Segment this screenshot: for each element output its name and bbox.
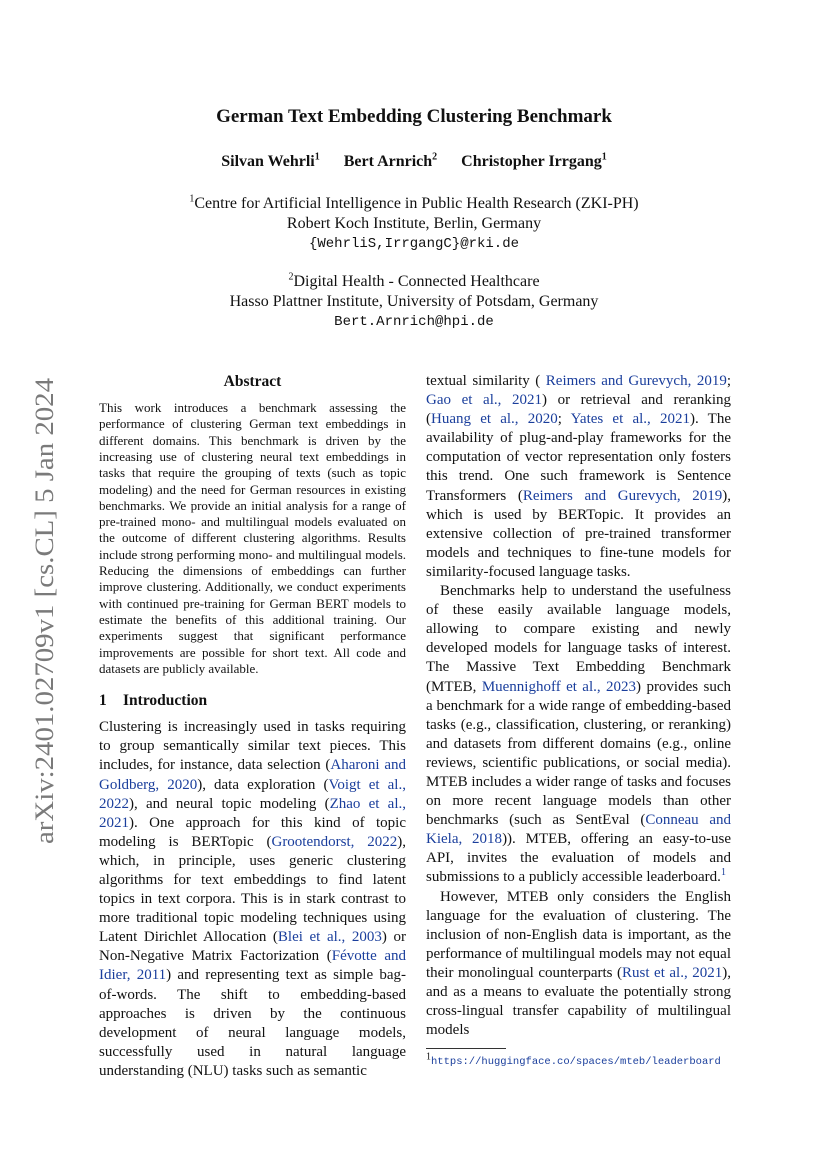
- affiliation-2-line2: Hasso Plattner Institute, University of Potsdam, Germany: [229, 293, 599, 310]
- citation-link[interactable]: Aharoni and Goldberg, 2020: [99, 757, 406, 793]
- author-1-affiliation-mark: 1: [314, 151, 320, 163]
- citation-link[interactable]: Gao et al., 2021: [426, 392, 542, 409]
- affiliation-2-mark: 2: [288, 271, 294, 283]
- citation-link[interactable]: Voigt et al., 2022: [99, 776, 406, 812]
- affiliation-1-mark: 1: [189, 193, 195, 205]
- author-2: Bert Arnrich$^2$: [343, 151, 438, 170]
- author-1: Silvan Wehrli$^1$: [221, 151, 320, 170]
- abstract-heading: Abstract: [223, 373, 282, 390]
- arxiv-stamp-text: arXiv:2401.02709v1 [cs.CL] 5 Jan 2024: [30, 423, 59, 844]
- citation-link[interactable]: Muennighoff et al., 2023: [481, 678, 637, 695]
- intro-paragraph-2: Benchmarks help to understand the usefulness of these easily available language models, allowing to compare existing and newly developed models for language tasks of interest. The Massive Text Embedding Benchmark (MTEB, Muennighoff et al., 2023) provides such a benchmark for a wide range of embedding-based tasks (e.g., classification, clustering, or reranking) and datasets from different domains (e.g., online reviews, scientific publications, or social media). MTEB includes a wider range of tasks and focuses on more recent language models than other benchmarks (such as SentEval (Conneau and Kiela, 2018)). MTEB, offering an easy-to-use API, invites the evaluation of models and submissions to a publicly accessible leaderboard.$^1$: [426, 583, 732, 886]
- affiliation-2: [0, 272, 828, 332]
- citation-link[interactable]: Févotte and Idier, 2011: [99, 948, 406, 984]
- right-column: [426, 372, 731, 1070]
- citation-link[interactable]: Rust et al., 2021: [622, 964, 723, 981]
- section-heading-introduction: [99, 691, 406, 710]
- affiliation-1-line2: Robert Koch Institute, Berlin, Germany: [286, 215, 542, 232]
- citation-link[interactable]: Yates et al., 2021: [570, 411, 690, 428]
- affiliation-2-email[interactable]: Bert.Arnrich@hpi.de: [334, 314, 494, 330]
- citation-link[interactable]: Conneau and Kiela, 2018: [426, 812, 732, 848]
- affiliation-1-line1: Centre for Artificial Intelligence in Public Health Research (ZKI-PH): [194, 195, 639, 212]
- citation-link[interactable]: Grootendorst, 2022: [271, 833, 398, 850]
- footnote-url-link[interactable]: https://huggingface.co/spaces/mteb/leaderboard: [431, 1056, 721, 1069]
- author-3-affiliation-mark: 1: [601, 151, 607, 163]
- intro-paragraph-1-continued: textual similarity ( Reimers and Gurevych, 2019; Gao et al., 2021) or retrieval and reranking (Huang et al., 2020; Yates et al., 2021). The availability of plug-and-play frameworks for the computation of vector representation only fosters this trend. One such framework is Sentence Transformers (Reimers and Gurevych, 2019), which is used by BERTopic. It provides an extensive collection of pre-trained transformer models and techniques to fine-tune models for similarity-focused language tasks.: [426, 373, 731, 580]
- affiliation-2-line1: Digital Health - Connected Healthcare: [293, 273, 540, 290]
- footnote-mark: 1: [426, 1051, 431, 1063]
- citation-link[interactable]: Huang et al., 2020: [431, 411, 558, 428]
- footnote-rule: [426, 1048, 506, 1049]
- citation-link[interactable]: Blei et al., 2003: [277, 929, 382, 946]
- affiliation-1-email[interactable]: {WehrliS,IrrgangC}@rki.de: [308, 236, 520, 252]
- paper-title: German Text Embedding Clustering Benchmark: [216, 106, 612, 127]
- section-title: Introduction: [123, 692, 208, 710]
- citation-link[interactable]: Reimers and Gurevych, 2019: [545, 373, 727, 389]
- footnote-1: [426, 1051, 731, 1070]
- affiliation-1: [0, 194, 828, 254]
- author-2-affiliation-mark: 2: [432, 151, 438, 163]
- intro-paragraph-3: However, MTEB only considers the English language for the evaluation of clustering. The inclusion of non-English data is important, as the performance of multilingual models may not equal their monolingual counterparts (Rust et al., 2021), and as a means to evaluate the potentially strong cross-lingual transfer capability of multilingual models: [426, 888, 731, 1039]
- abstract-text: This work introduces a benchmark assessing the performance of clustering German text embeddings in different domains. This benchmark is driven by the increasing use of clustering neural text embeddings in tasks that require the grouping of texts (such as topic modeling) and the need for German resources in existing benchmarks. We provide an initial analysis for a range of pre-trained mono- and multilingual models evaluated on the outcome of different clustering algorithms. Results include strong performing mono- and multilingual models. Reducing the dimensions of embeddings can further improve clustering. Additionally, we conduct experiments with continued pre-training for German BERT models to estimate the benefits of this additional training. Our experiments suggest that significant performance improvements are possible for short text. All code and datasets are publicly available.: [99, 400, 406, 676]
- footnote-marker[interactable]: 1: [720, 867, 726, 879]
- intro-paragraph-1-overflow-text: textual similarity (: [426, 373, 546, 389]
- citation-link[interactable]: Reimers and Gurevych, 2019: [522, 487, 723, 504]
- section-number: 1: [99, 692, 107, 710]
- author-3: Christopher Irrgang$^1$: [461, 151, 607, 170]
- arxiv-stamp: [30, 378, 60, 844]
- author-list: [0, 153, 828, 171]
- left-column: [99, 372, 406, 1081]
- intro-paragraph-1: Clustering is increasingly used in tasks requiring to group semantically similar text pieces. This includes, for instance, data selection (Aharoni and Goldberg, 2020), data exploration (Voigt et al., 2022), and neural topic modeling (Zhao et al., 2021). One approach for this kind of topic modeling is BERTopic (Grootendorst, 2022), which, in principle, uses generic clustering algorithms for text embeddings to find latent topics in text corpora. This is in stark contrast to more traditional topic modeling techniques using Latent Dirichlet Allocation (Blei et al., 2003) or Non-Negative Matrix Factorization (Févotte and Idier, 2011) and representing text as simple bag-of-words. The shift to embedding-based approaches is driven by the continuous development of neural language models, successfully used in natural language understanding (NLU) tasks such as semantic: [99, 719, 407, 1079]
- citation-link[interactable]: Zhao et al., 2021: [99, 795, 406, 831]
